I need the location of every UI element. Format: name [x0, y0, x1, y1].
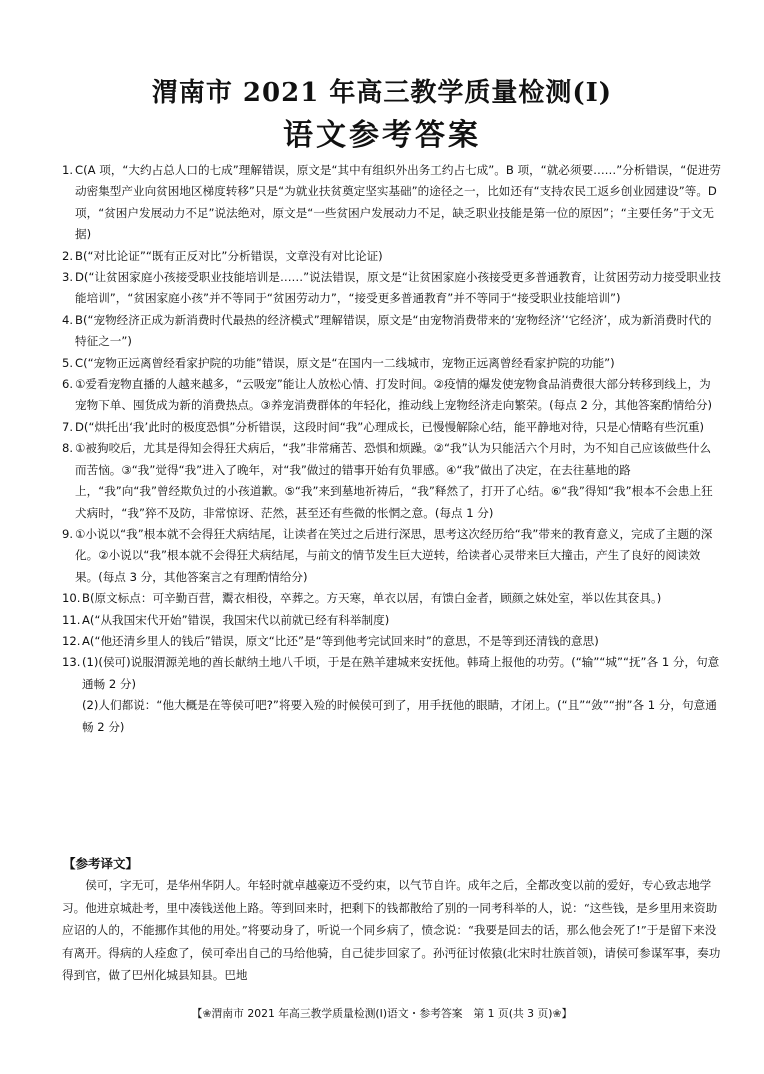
answer-item-7: [62, 417, 722, 438]
answer-text: C(“宠物正远离曾经看家护院的功能”错误，原文是“在国内一二线城市，宠物正远离曾经看家护院的功能”): [75, 355, 615, 370]
answer-number: 7.: [62, 419, 74, 434]
footer-right-bracket: 】: [561, 1007, 573, 1020]
answer-text: ①爱看宠物直播的人越来越多，“云吸宠”能让人放松心情、打发时间。②疫情的爆发使宠物食品消费很大部分转移到线上，为宠物下单、囤货成为新的消费热点。③养宠消费群体的年轻化，推动线上宠物经济走向繁荣。(每点 2 分，其他答案酌情给分): [75, 377, 713, 413]
answer-text: A(“从我国宋代开始”错误，我国宋代以前就已经有科举制度): [82, 612, 390, 627]
answer-item-2: [62, 246, 722, 267]
answer-number: 6.: [62, 377, 74, 392]
answer-text: (2)人们都说：“他大概是在等侯可吧?”将要入殓的时候侯可到了，用手抚他的眼睛，才闭上。(“且”“敛”“拊”各 1 分，句意通畅 2 分): [82, 698, 717, 734]
answer-number: 10.: [62, 591, 81, 606]
answer-list: [62, 160, 722, 738]
answer-number: 13.: [62, 655, 81, 670]
answer-item-6: [62, 374, 722, 417]
answer-number: 1.: [62, 163, 74, 177]
page-title: 渭南市 2021 年高三教学质量检测(Ⅰ): [151, 78, 613, 108]
answer-item-11: [62, 610, 722, 631]
answer-item-13-part-2: [62, 695, 722, 738]
answer-text: B(原文标点：可辛勤百营，鬻衣相役，卒葬之。方天寒，单衣以居，有馈白金者，顾颜之妹处室，举以佐其奁具。): [82, 591, 662, 606]
answer-item-5: [62, 353, 722, 374]
answer-text: B(“宠物经济正成为新消费时代最热的经济模式”理解错误，原文是“由宠物消费带来的‘宠物经济’‘它经济’，成为新消费时代的特征之一”): [75, 312, 712, 349]
answer-text: D(“让贫困家庭小孩接受职业技能培训是……”说法错误，原文是“让贫困家庭小孩接受更多普通教育，让贫困劳动力接受职业技能培训”，“贫困家庭小孩”并不等同于“贫困劳动力”，“接受更多普通教育”并不等同于“接受职业技能培训”): [75, 270, 721, 306]
flower-icon: ❀: [202, 1007, 212, 1020]
answer-number: 9.: [62, 526, 74, 541]
answer-text: C(A 项，“大约占总人口的七成”理解错误，原文是“其中有组织外出务工约占七成”。B 项，“就必须要……”分析错误，“促进劳动密集型产业向贫困地区梯度转移”只是“为就业扶贫奠定坚实基础”的途径之一，比如还有“支持农民工返乡创业园建设”等。D 项，“贫困户发展动力不足”说法绝对，原文是“一些贫困户发展动力不足，缺乏职业技能是第一位的原因”；“主要任务”于文无据): [75, 163, 722, 242]
answer-item-8: [62, 438, 722, 524]
answer-item-3: [62, 267, 722, 310]
answer-text: A(“他还清乡里人的钱后”错误，原文“比还”是“等到他考完试回来时”的意思，不是等到还清钱的意思): [82, 633, 599, 648]
answer-text: ①小说以“我”根本就不会得狂犬病结尾，让读者在笑过之后进行深思，思考这次经历给“我”带来的教育意义，完成了主题的深化。②小说以“我”根本就不会得狂犬病结尾，与前文的情节发生巨大逆转，给读者心灵带来巨大撞击，产生了良好的阅读效果。(每点 3 分，其他答案言之有理酌情给分): [75, 526, 713, 584]
answer-item-1: [62, 160, 722, 246]
page-subtitle: 语文参考答案: [283, 118, 481, 153]
answer-number: 11.: [62, 612, 81, 627]
footer-left-bracket: 【: [191, 1007, 203, 1020]
reference-translation-text: 侯可，字无可，是华州华阴人。年轻时就卓越豪迈不受约束，以气节自许。成年之后，全都改变以前的爱好，专心致志地学习。他进京城赴考，里中凑钱送他上路。等到回来时，把剩下的钱都散给了别的一同考科举的人，说：“这些钱，是乡里用来资助应诏的人的，不能挪作其他的用处。”将要动身了，听说一个同乡病了，愤念说：“我要是回去的话，那么他会死了!”于是留下来没有离开。得病的人痊愈了，侯可牵出自己的马给他骑，自己徒步回家了。孙沔征讨侬猿(北宋时壮族首领)，请侯可参谋军事，奏功得到官，做了巴州化城县知县。巴地: [62, 878, 721, 983]
answer-number: 12.: [62, 633, 81, 648]
answer-text: B(“对比论证”“既有正反对比”分析错误，文章没有对比论证): [75, 248, 383, 263]
answer-number: 5.: [62, 355, 74, 370]
answer-item-13: [62, 652, 722, 695]
footer-text: 渭南市 2021 年高三教学质量检测(Ⅰ)语文・参考答案 第 1 页(共 3 页): [211, 1007, 553, 1020]
answer-item-4: [62, 310, 722, 353]
answer-number: 2.: [62, 248, 74, 263]
answer-text: ①被狗咬后，尤其是得知会得狂犬病后，“我”非常痛苦、恐惧和烦躁。②“我”认为只能活六个月时，为不知自己应该做些什么而苦恼。③“我”觉得“我”进入了晚年，对“我”做过的错事开始有负罪感。④“我”做出了决定，在去往墓地的路上，“我”向“我”曾经欺负过的小孩道歉。⑤“我”来到墓地祈祷后，“我”释然了，打开了心结。⑥“我”得知“我”根本不会患上狂犬病时，“我”猝不及防，非常惊讶、茫然，甚至还有些微的怅惘之意。(每点 1 分): [75, 441, 713, 520]
answer-item-12: [62, 631, 722, 652]
answer-number: 8.: [62, 441, 74, 456]
page-footer: [0, 1006, 764, 1021]
answer-item-9: [62, 524, 722, 588]
reference-translation-heading: 【参考译文】: [63, 856, 139, 871]
flower-icon: ❀: [552, 1007, 562, 1020]
answer-item-10: [62, 588, 722, 609]
answer-number: 3.: [62, 270, 74, 285]
answer-text: D(“烘托出‘我’此时的极度恐惧”分析错误，这段时间“我”心理成长，已慢慢解除心结，能平静地对待，只是心情略有些沉重): [75, 419, 705, 434]
answer-text: (1)(侯可)说服渭源羌地的酋长献纳土地八千顷，于是在熟羊建城来安抚他。韩琦上报他的功劳。(“输”“城”“抚”各 1 分，句意通畅 2 分): [82, 655, 720, 691]
answer-number: 4.: [62, 312, 74, 327]
